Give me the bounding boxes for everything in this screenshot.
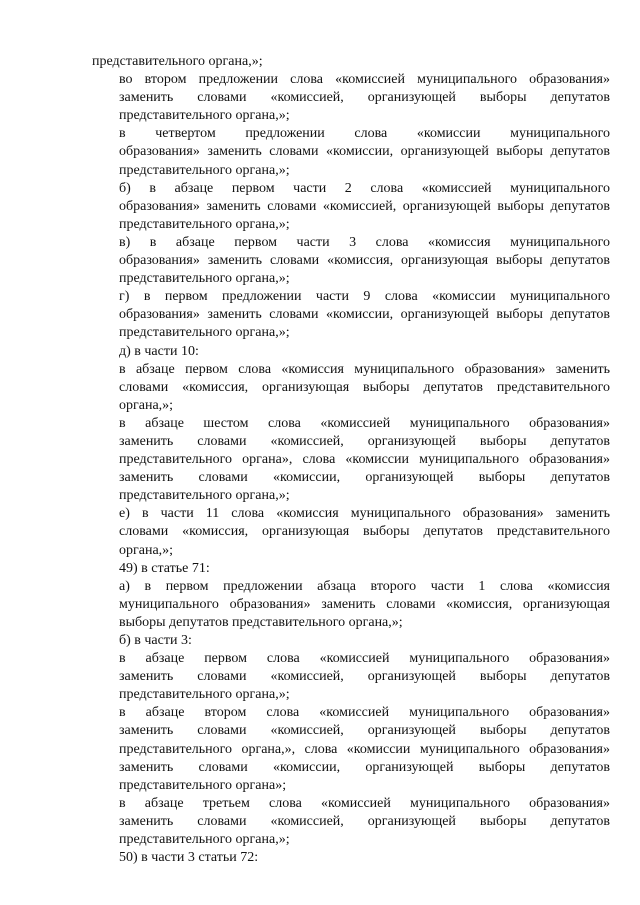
text-line: 49) в статье 71: [119,560,210,576]
text-line: заменить словами «комиссией, организующей выборы депутатов [119,433,610,449]
text-line: словами «комиссия, организующая выборы депутатов представительного [119,524,610,540]
text-line: заменить словами «комиссией, организующей выборы депутатов [119,90,610,106]
text-line: в абзаце третьем слова «комиссией муниципального образования» [119,795,610,811]
text-line: представительного органа», слова «комиссии муниципального образования» [119,452,610,468]
text-line: в четвертом предложении слова «комиссии муниципального [119,126,610,142]
text-line: представительного органа,»; [119,687,290,703]
text-line: органа,»; [119,542,174,558]
text-line: представительного органа,», слова «комиссии муниципального образования» [119,741,610,757]
text-line: образования» заменить словами «комиссии, организующей выборы депутатов [119,307,610,323]
text-line: 50) в части 3 статьи 72: [119,850,259,866]
text-line: представительного органа»; [119,777,287,793]
paragraph-p02 [92,71,610,125]
text-line: е) в части 11 слова «комиссия муниципального образования» заменить [119,506,610,522]
paragraph-p14 [92,650,610,704]
paragraph-p17 [92,849,610,867]
text-line: представительного органа,»; [119,832,290,848]
text-line: в абзаце первом слова «комиссией муниципального образования» [119,651,610,667]
text-line: представительного органа,»; [119,162,290,178]
paragraph-p01 [92,53,610,71]
text-line: представительного органа,»; [119,488,290,504]
paragraph-p03 [92,125,610,179]
text-line: образования» заменить словами «комиссией, организующей выборы депутатов [119,198,610,214]
text-line: представительного органа,»; [119,271,290,287]
paragraph-p05 [92,234,610,288]
paragraph-p07 [92,343,610,361]
text-line: муниципального образования» заменить словами «комиссия, организующая [119,596,610,612]
text-line: в абзаце первом слова «комиссия муниципального образования» заменить [119,361,610,377]
paragraph-p11 [92,560,610,578]
text-line: заменить словами «комиссией, организующей выборы депутатов [119,723,610,739]
paragraph-p09 [92,415,610,505]
text-line: словами «комиссия, организующая выборы депутатов представительного [119,379,610,395]
text-line: б) в абзаце первом части 2 слова «комиссией муниципального [119,180,610,196]
paragraph-p08 [92,361,610,415]
paragraph-p13 [92,632,610,650]
text-line: представительного органа,»; [119,325,290,341]
text-line: заменить словами «комиссией, организующей выборы депутатов [119,813,610,829]
paragraph-p15 [92,704,610,794]
text-line: а) в первом предложении абзаца второго части 1 слова «комиссия [119,578,610,594]
text-line: заменить словами «комиссии, организующей выборы депутатов [119,759,610,775]
text-line: д) в части 10: [119,343,199,359]
text-line: заменить словами «комиссией, организующей выборы депутатов [119,669,610,685]
text-line: органа,»; [119,397,174,413]
text-line: во втором предложении слова «комиссией муниципального образования» [119,72,610,88]
text-line: представительного органа,»; [92,54,263,69]
text-line: образования» заменить словами «комиссия, организующая выборы депутатов [119,253,610,269]
text-line: представительного органа,»; [119,108,290,124]
document-page [92,53,610,867]
text-line: заменить словами «комиссии, организующей выборы депутатов [119,470,610,486]
text-line: в абзаце втором слова «комиссией муниципального образования» [119,705,610,721]
text-line: представительного органа,»; [119,216,290,232]
text-line: в абзаце шестом слова «комиссией муниципального образования» [119,415,610,431]
text-line: г) в первом предложении части 9 слова «комиссии муниципального [119,289,610,305]
paragraph-p10 [92,505,610,559]
text-line: в) в абзаце первом части 3 слова «комиссия муниципального [119,234,610,250]
paragraph-p12 [92,578,610,632]
paragraph-p04 [92,180,610,234]
paragraph-p06 [92,288,610,342]
paragraph-p16 [92,795,610,849]
text-line: б) в части 3: [119,633,192,648]
text-line: выборы депутатов представительного органа,»; [119,614,403,630]
text-line: образования» заменить словами «комиссии, организующей выборы депутатов [119,144,610,160]
